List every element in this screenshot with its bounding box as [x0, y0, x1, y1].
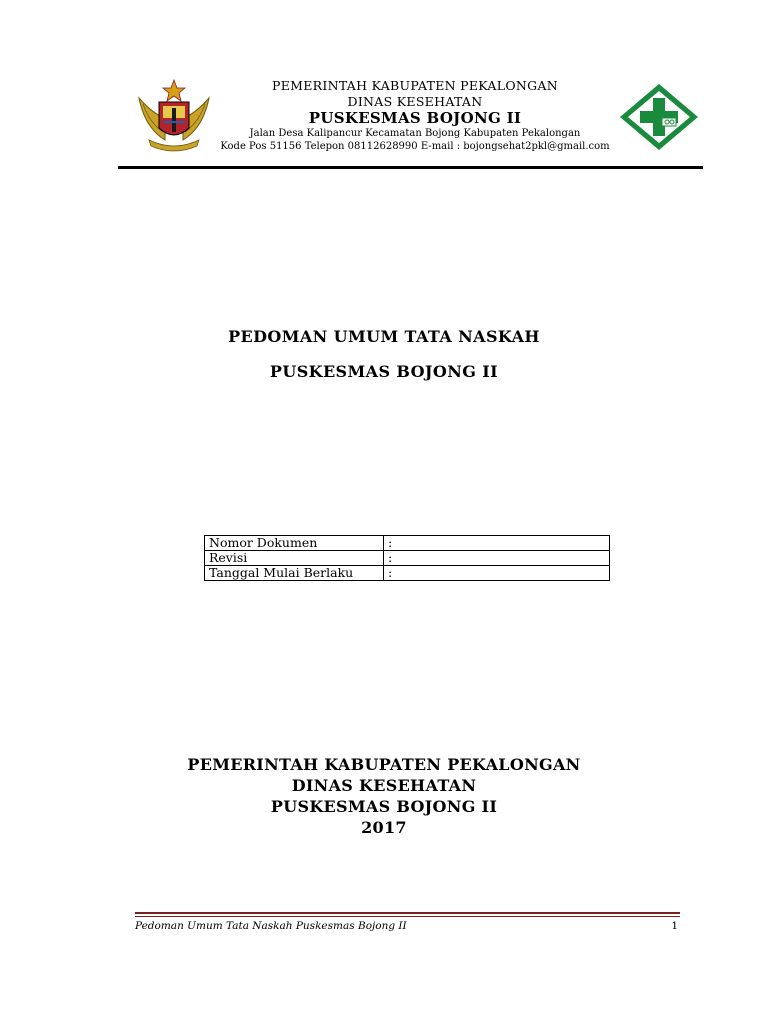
footer-text: Pedoman Umum Tata Naskah Puskesmas Bojong II: [135, 920, 407, 932]
meta-value-effective-date: :: [384, 566, 610, 581]
meta-value-document-number: :: [384, 536, 610, 551]
meta-label-revision: Revisi: [205, 551, 384, 566]
table-row: [205, 536, 610, 551]
document-meta-table: [204, 535, 610, 581]
meta-label-document-number: Nomor Dokumen: [205, 536, 384, 551]
closing-government: PEMERINTAH KABUPATEN PEKALONGAN: [187, 755, 581, 774]
letterhead: [215, 78, 615, 153]
meta-value-revision: :: [384, 551, 610, 566]
coat-of-arms-icon: [135, 78, 213, 152]
table-row: [205, 566, 610, 581]
footer-rule-thick: [135, 912, 680, 914]
puskesmas-logo: [618, 82, 700, 152]
document-title-line-1: PEDOMAN UMUM TATA NASKAH: [228, 327, 540, 346]
closing-department: DINAS KESEHATAN: [291, 776, 477, 796]
institution-name: PUSKESMAS BOJONG II: [308, 109, 522, 128]
closing-year: 2017: [361, 818, 407, 838]
closing-block: [0, 754, 768, 838]
table-row: [205, 551, 610, 566]
address-line-2: Kode Pos 51156 Telepon 08112628990 E-mail : bojongsehat2pkl@gmail.com: [220, 140, 610, 152]
department-name: DINAS KESEHATAN: [347, 93, 483, 109]
footer-rule-thin: [135, 916, 680, 917]
meta-label-effective-date: Tanggal Mulai Berlaku: [205, 566, 384, 581]
letterhead-divider: [118, 166, 703, 169]
address-line-1: Jalan Desa Kalipancur Kecamatan Bojong Kabupaten Pekalongan: [249, 128, 581, 139]
coat-of-arms-logo: [135, 78, 213, 152]
government-name: PEMERINTAH KABUPATEN PEKALONGAN: [272, 78, 558, 93]
page-number: 1: [671, 920, 678, 932]
closing-institution: PUSKESMAS BOJONG II: [270, 797, 498, 817]
document-title-line-2: PUSKESMAS BOJONG II: [269, 362, 499, 381]
puskesmas-cross-icon: [618, 82, 700, 152]
